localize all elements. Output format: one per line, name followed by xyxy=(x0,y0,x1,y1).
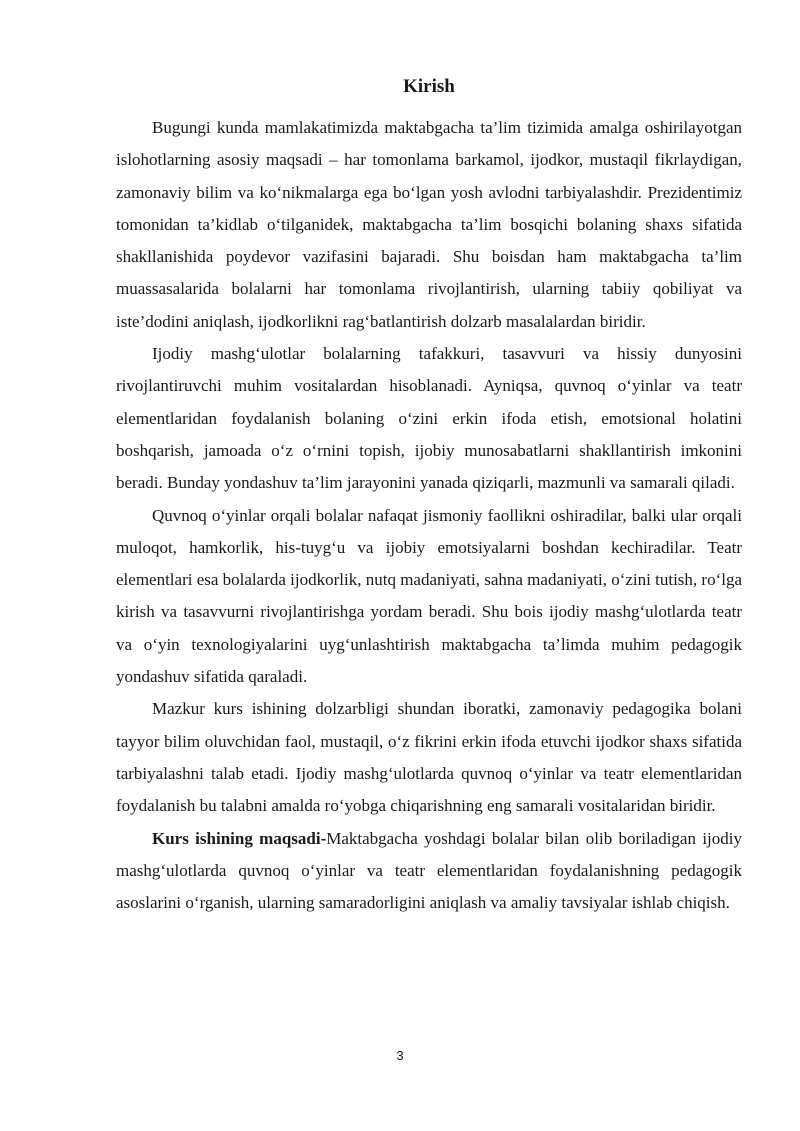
paragraph-creative-activities xyxy=(116,338,742,499)
paragraph-text: Quvnoq o‘yinlar orqali bolalar nafaqat jismoniy faollikni oshiradilar, balki ular orqali muloqot, hamkorlik, his-tuyg‘u va ijobiy emotsiyalarni boshdan kechiradilar. Teatr elementlari esa bolalarda ijodkorlik, nutq madaniyati, sahna madaniyati, o‘zini tutish, ro‘lga kirish va tasavvurni rivojlantirishga yordam beradi. Shu bois ijodiy mashg‘ulotlarda teatr va o‘yin texnologiyalarini uyg‘unlashtirish maktabgacha ta’limda muhim pedagogik yondashuv sifatida qaraladi. xyxy=(116,505,742,687)
document-page xyxy=(116,72,742,919)
section-title: Kirish xyxy=(403,76,455,97)
goal-lead-label: Kurs ishining maqsadi- xyxy=(152,828,327,848)
paragraph-games-theatre xyxy=(116,500,742,694)
paragraph-text: Bugungi kunda mamlakatimizda maktabgacha ta’lim tizimida amalga oshirilayotgan islohotlarning asosiy maqsadi – har tomonlama barkamol, ijodkor, mustaqil fikrlaydigan, zamonaviy bilim va ko‘nikmalarga ega bo‘lgan yosh avlodni tarbiyalashdir. Prezidentimiz tomonidan ta’kidlab o‘tilganidek, maktabgacha ta’lim bosqichi bolaning shaxs sifatida shakllanishida poydevor vazifasini bajaradi. Shu boisdan ham maktabgacha ta’lim muassasalarida bolalarni har tomonlama rivojlantirish, ularning tabiiy qobiliyat va iste’dodini aniqlash, ijodkorlikni rag‘batlantirish dolzarb masalalardan biridir. xyxy=(116,118,742,331)
paragraph-text: Mazkur kurs ishining dolzarbligi shundan iboratki, zamonaviy pedagogika bolani tayyor bilim oluvchidan faol, mustaqil, o‘z fikrini erkin ifoda etuvchi ijodkor shaxs sifatida tarbiyalashni talab etadi. Ijodiy mashg‘ulotlarda quvnoq o‘yinlar va teatr elementlaridan foydalanish bu talabni amalda ro‘yobga chiqarishning eng samarali vositalaridan biridir. xyxy=(116,699,742,816)
page-number: 3 xyxy=(396,1048,404,1063)
paragraph-text: Maktabgacha yoshdagi bolalar bilan olib boriladigan ijodiy mashg‘ulotlarda quvnoq o‘yinlar va teatr elementlaridan foydalanishning pedagogik asoslarini o‘rganish, ularning samaradorligini aniqlash va amaliy tavsiyalar ishlab chiqish. xyxy=(116,828,742,913)
paragraph-relevance xyxy=(116,693,742,822)
paragraph-goal xyxy=(116,823,742,920)
paragraph-intro xyxy=(116,112,742,338)
paragraph-text: Ijodiy mashg‘ulotlar bolalarning tafakkuri, tasavvuri va hissiy dunyosini rivojlantiruvchi muhim vositalardan hisoblanadi. Ayniqsa, quvnoq o‘yinlar va teatr elementlaridan foydalanish bolaning o‘zini erkin ifoda etish, emotsional holatini boshqarish, jamoada o‘z o‘rnini topish, ijobiy munosabatlarni shakllantirish imkonini beradi. Bunday yondashuv ta’lim jarayonini yanada qiziqarli, mazmunli va samarali qiladi. xyxy=(116,344,742,493)
